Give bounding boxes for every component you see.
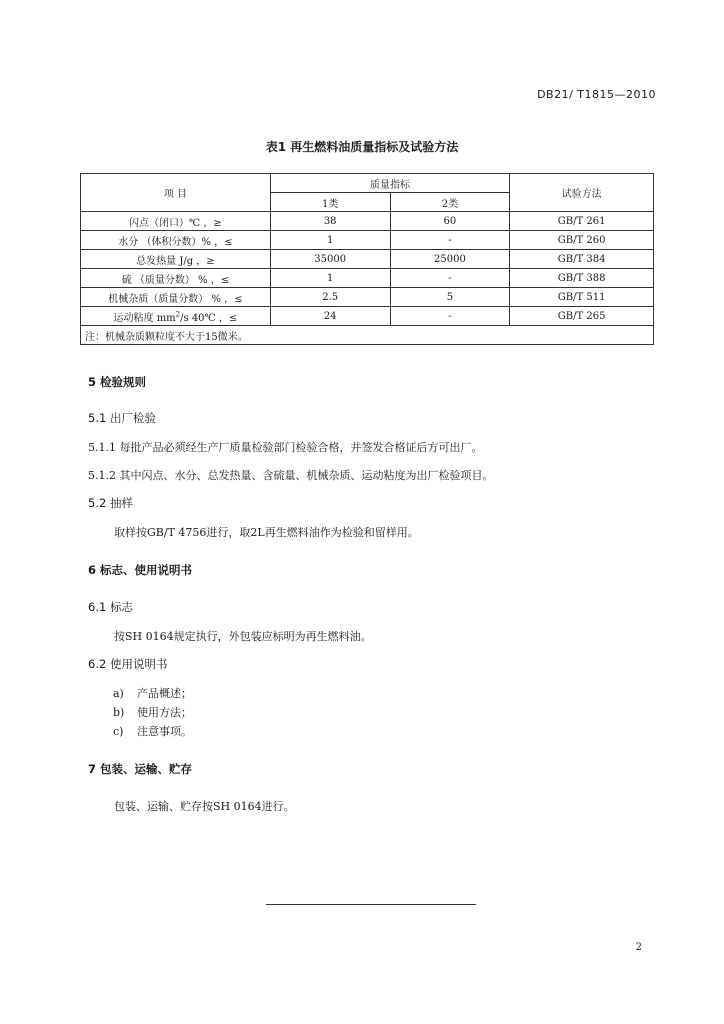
header-item: 项 目 [81, 174, 271, 212]
viscosity-superscript: 2 [175, 310, 181, 319]
row-class1: 1 [270, 231, 390, 250]
list-label: b) [113, 706, 125, 719]
header-method: 试验方法 [510, 174, 654, 212]
section-7-heading: 7 包装、运输、贮存 [88, 762, 193, 776]
document-code: DB21/ T1815—2010 [537, 88, 656, 101]
row-class2: 5 [390, 288, 510, 307]
section-6-2-heading: 6.2 使用说明书 [88, 657, 168, 671]
end-divider [266, 904, 476, 905]
section-6-1-text: 按SH 0164规定执行，外包装应标明为再生燃料油。 [114, 630, 372, 643]
header-quality: 质量指标 [270, 174, 509, 193]
row-class1: 38 [270, 212, 390, 231]
table-title: 表1 再生燃料油质量指标及试验方法 [265, 140, 459, 154]
table-row [81, 231, 654, 250]
row-class2: 60 [390, 212, 510, 231]
viscosity-label: 运动粘度 mm [113, 312, 176, 324]
row-method: GB/T 384 [510, 250, 654, 269]
row-class1: 24 [270, 307, 390, 326]
page-number: 2 [635, 942, 642, 953]
section-5-1-heading: 5.1 出厂检验 [88, 411, 156, 425]
row-class2: - [390, 269, 510, 288]
section-5-2-heading: 5.2 抽样 [88, 496, 133, 510]
table-note: 注：机械杂质颗粒度不大于15微米。 [81, 326, 654, 345]
list-text: 注意事项。 [137, 725, 192, 738]
row-class2: - [390, 307, 510, 326]
row-method: GB/T 261 [510, 212, 654, 231]
list-item [113, 704, 192, 720]
table-row [81, 269, 654, 288]
row-method: GB/T 260 [510, 231, 654, 250]
list-item [113, 723, 192, 739]
viscosity-label-tail: /s 40℃ ，≤ [180, 312, 238, 324]
table-row [81, 288, 654, 307]
section-7-text: 包装、运输、贮存按SH 0164进行。 [114, 800, 295, 813]
row-method: GB/T 388 [510, 269, 654, 288]
row-class1: 2.5 [270, 288, 390, 307]
list-text: 使用方法； [137, 706, 192, 719]
header-class2: 2类 [390, 193, 510, 212]
row-method: GB/T 265 [510, 307, 654, 326]
row-item: 硫 （质量分数） % ，≤ [81, 269, 271, 288]
table-row [81, 250, 654, 269]
table-row [81, 307, 654, 326]
row-class2: - [390, 231, 510, 250]
list-label: c) [113, 725, 124, 738]
quality-spec-table [80, 173, 654, 345]
section-5-2-text: 取样按GB/T 4756进行，取2L再生燃料油作为检验和留样用。 [114, 526, 419, 539]
section-6-heading: 6 标志、使用说明书 [88, 563, 193, 577]
list-item [113, 685, 192, 701]
row-method: GB/T 511 [510, 288, 654, 307]
header-class1: 1类 [270, 193, 390, 212]
row-item: 总发热量 J/g ，≥ [81, 250, 271, 269]
row-class2: 25000 [390, 250, 510, 269]
row-class1: 35000 [270, 250, 390, 269]
list-label: a) [113, 687, 124, 700]
section-5-1-2-text: 5.1.2 其中闪点、水分、总发热量、含硫量、机械杂质、运动粘度为出厂检验项目。 [88, 469, 494, 482]
section-5-1-1-text: 5.1.1 每批产品必须经生产厂质量检验部门检验合格，并签发合格证后方可出厂。 [88, 441, 483, 454]
row-class1: 1 [270, 269, 390, 288]
table-row [81, 212, 654, 231]
row-item: 闪点（闭口）℃ ，≥ [81, 212, 271, 231]
row-item: 水分 （体积分数）% ，≤ [81, 231, 271, 250]
row-item: 机械杂质（质量分数） % ，≤ [81, 288, 271, 307]
section-6-1-heading: 6.1 标志 [88, 600, 133, 614]
section-5-heading: 5 检验规则 [88, 375, 147, 389]
row-item [81, 307, 271, 326]
list-text: 产品概述； [137, 687, 192, 700]
